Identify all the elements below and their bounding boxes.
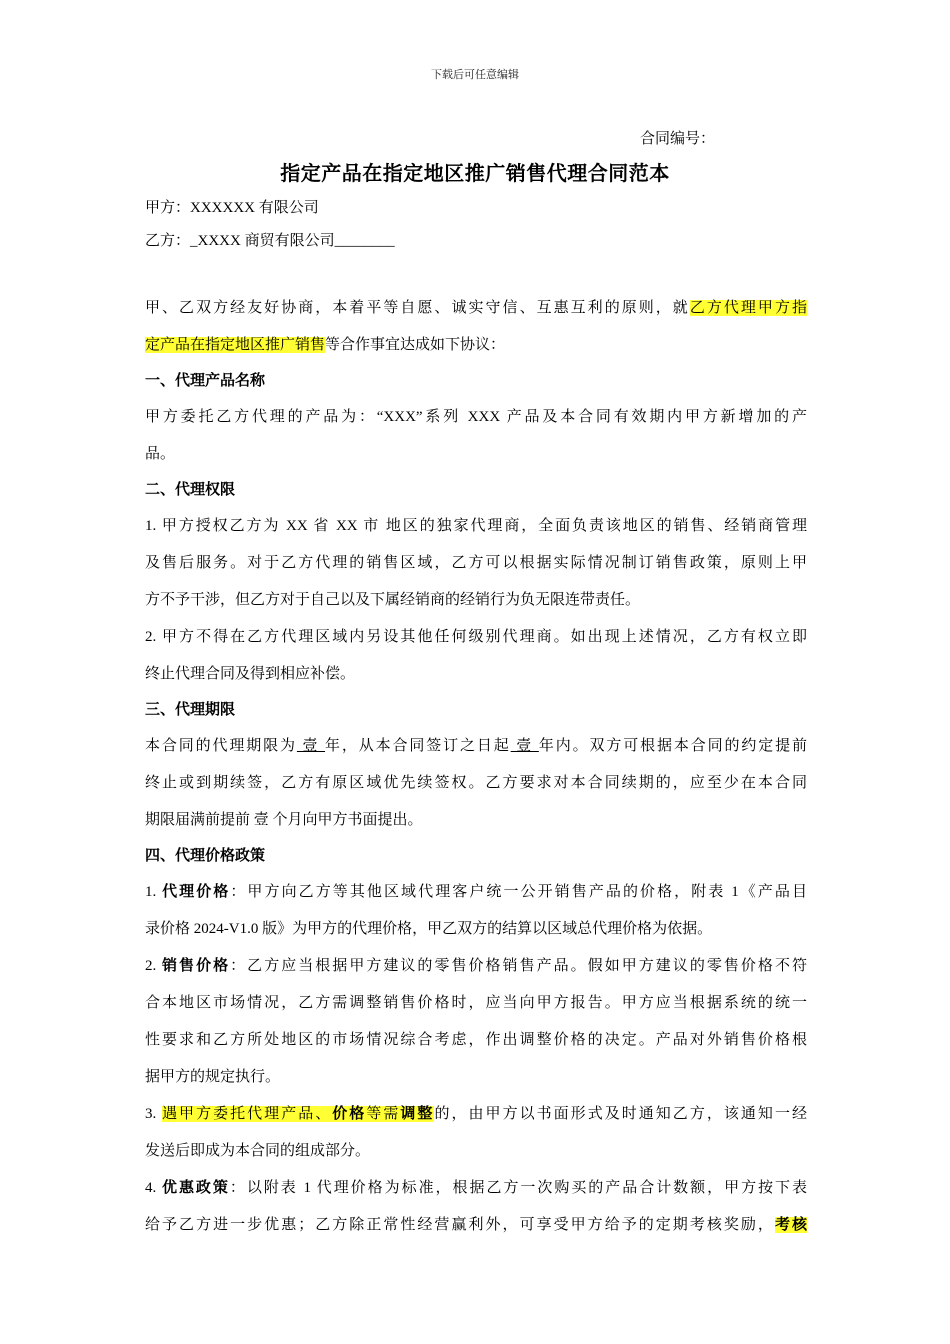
s4-p2-line-2: 合本地区市场情况，乙方需调整销售价格时，应当向甲方报告。甲方应当根据系统的统一 [145,995,807,1011]
s3-text: 本合同的代理期限为 [145,738,297,754]
s3-term-value: 壹 [296,738,326,754]
s4-p1-term: 代理价格 [162,884,231,900]
spacer [145,258,807,290]
section-heading-4: 四、代理价格政策 [145,848,266,864]
section-heading-2: 二、代理权限 [145,482,236,498]
s3-line-3: 期限届满前提前 壹 个月向甲方书面提出。 [145,812,423,828]
s3-text: 年，从本合同签订之日起 [325,738,511,754]
s4-p2-line-4: 据甲方的规定执行。 [145,1069,281,1085]
s4-p3-highlight-bold: 调整 [400,1106,435,1122]
intro-line-2 [145,327,807,364]
s4-p2-num: 2. [145,958,163,974]
s4-p4-line-1 [145,1170,807,1207]
contract-number-label: 合同编号： [640,131,716,147]
header-note: 下载后可任意编辑 [431,69,519,81]
s4-p2-line-3: 性要求和乙方所处地区的市场情况综合考虑，作出调整价格的决定。产品对外销售价格根 [145,1032,807,1048]
s4-p4-text: 给予乙方进一步优惠；乙方除正常性经营赢利外，可享受甲方给予的定期考核奖励， [145,1217,775,1233]
intro-highlight: 定产品在指定地区推广销售 [145,337,326,353]
s1-line-1: 甲方委托乙方代理的产品为：“XXX”系列 XXX 产品及本合同有效期内甲方新增加的产 [145,409,807,425]
s2-p2-line-2: 终止代理合同及得到相应补偿。 [145,666,356,682]
s4-p3-num: 3. [145,1106,163,1122]
s1-line-2: 品。 [145,446,176,462]
s2-p2-line-1: 2. 甲方不得在乙方代理区域内另设其他任何级别代理商。如出现上述情况，乙方有权立即 [145,629,807,645]
document-body [145,192,807,1244]
s4-p4-text: ：以附表 1 代理价格为标准，根据乙方一次购买的产品合计数额，甲方按下表 [229,1180,807,1196]
s2-p1-line-2: 及售后服务。对于乙方代理的销售区域，乙方可以根据实际情况制订销售政策，原则上甲 [145,555,807,571]
section-heading-3: 三、代理期限 [145,702,236,718]
s4-p4-num: 4. [145,1180,162,1196]
section-heading-1: 一、代理产品名称 [145,373,266,389]
s2-p1-line-1: 1. 甲方授权乙方为 XX 省 XX 市 地区的独家代理商，全面负责该地区的销售、经销商管理 [145,518,807,534]
s4-p1-num: 1. [145,884,163,900]
s4-p2-text: ：乙方应当根据甲方建议的零售价格销售产品。假如甲方建议的零售价格不符 [230,958,807,974]
party-a: 甲方：XXXXXX 有限公司 [145,200,319,216]
document-title: 指定产品在指定地区推广销售代理合同范本 [280,163,670,185]
intro-line-1 [145,290,807,327]
s3-text: 年内。双方可根据本合同的约定提前 [538,738,807,754]
s4-p4-line-2 [145,1207,807,1244]
intro-text: 甲、乙双方经友好协商，本着平等自愿、诚实守信、互惠互利的原则，就 [145,300,690,316]
s4-p1-text: ：甲方向乙方等其他区域代理客户统一公开销售产品的价格，附表 1《产品目 [230,884,807,900]
s4-p2-term: 销售价格 [162,958,231,974]
s3-term-value: 壹 [510,738,539,754]
s4-p3-highlight: 等需 [366,1106,401,1122]
s4-p3-highlight-bold: 价格 [332,1106,367,1122]
s4-p3-line-1 [145,1096,807,1133]
party-b: 乙方：_XXXX 商贸有限公司________ [145,233,395,249]
s4-p4-highlight-bold: 考核 [774,1217,807,1233]
s4-p2-line-1 [145,948,807,985]
intro-highlight: 乙方代理甲方指 [689,300,807,316]
s4-p1-line-2: 录价格 2024-V1.0 版》为甲方的代理价格，甲乙双方的结算以区域总代理价格为依据。 [145,921,713,937]
s4-p1-line-1 [145,874,807,911]
s4-p3-text: 的，由甲方以书面形式及时通知乙方，该通知一经 [434,1106,807,1122]
s4-p3-line-2: 发送后即成为本合同的组成部分。 [145,1143,371,1159]
intro-text: 等合作事宜达成如下协议： [325,337,506,353]
s3-line-1 [145,728,807,765]
s2-p1-line-3: 方不予干涉，但乙方对于自己以及下属经销商的经销行为负无限连带责任。 [145,592,641,608]
s4-p4-term: 优惠政策 [161,1180,230,1196]
s4-p3-highlight: 遇甲方委托代理产品、 [162,1106,333,1122]
s3-line-2: 终止或到期续签，乙方有原区域优先续签权。乙方要求对本合同续期的，应至少在本合同 [145,775,807,791]
